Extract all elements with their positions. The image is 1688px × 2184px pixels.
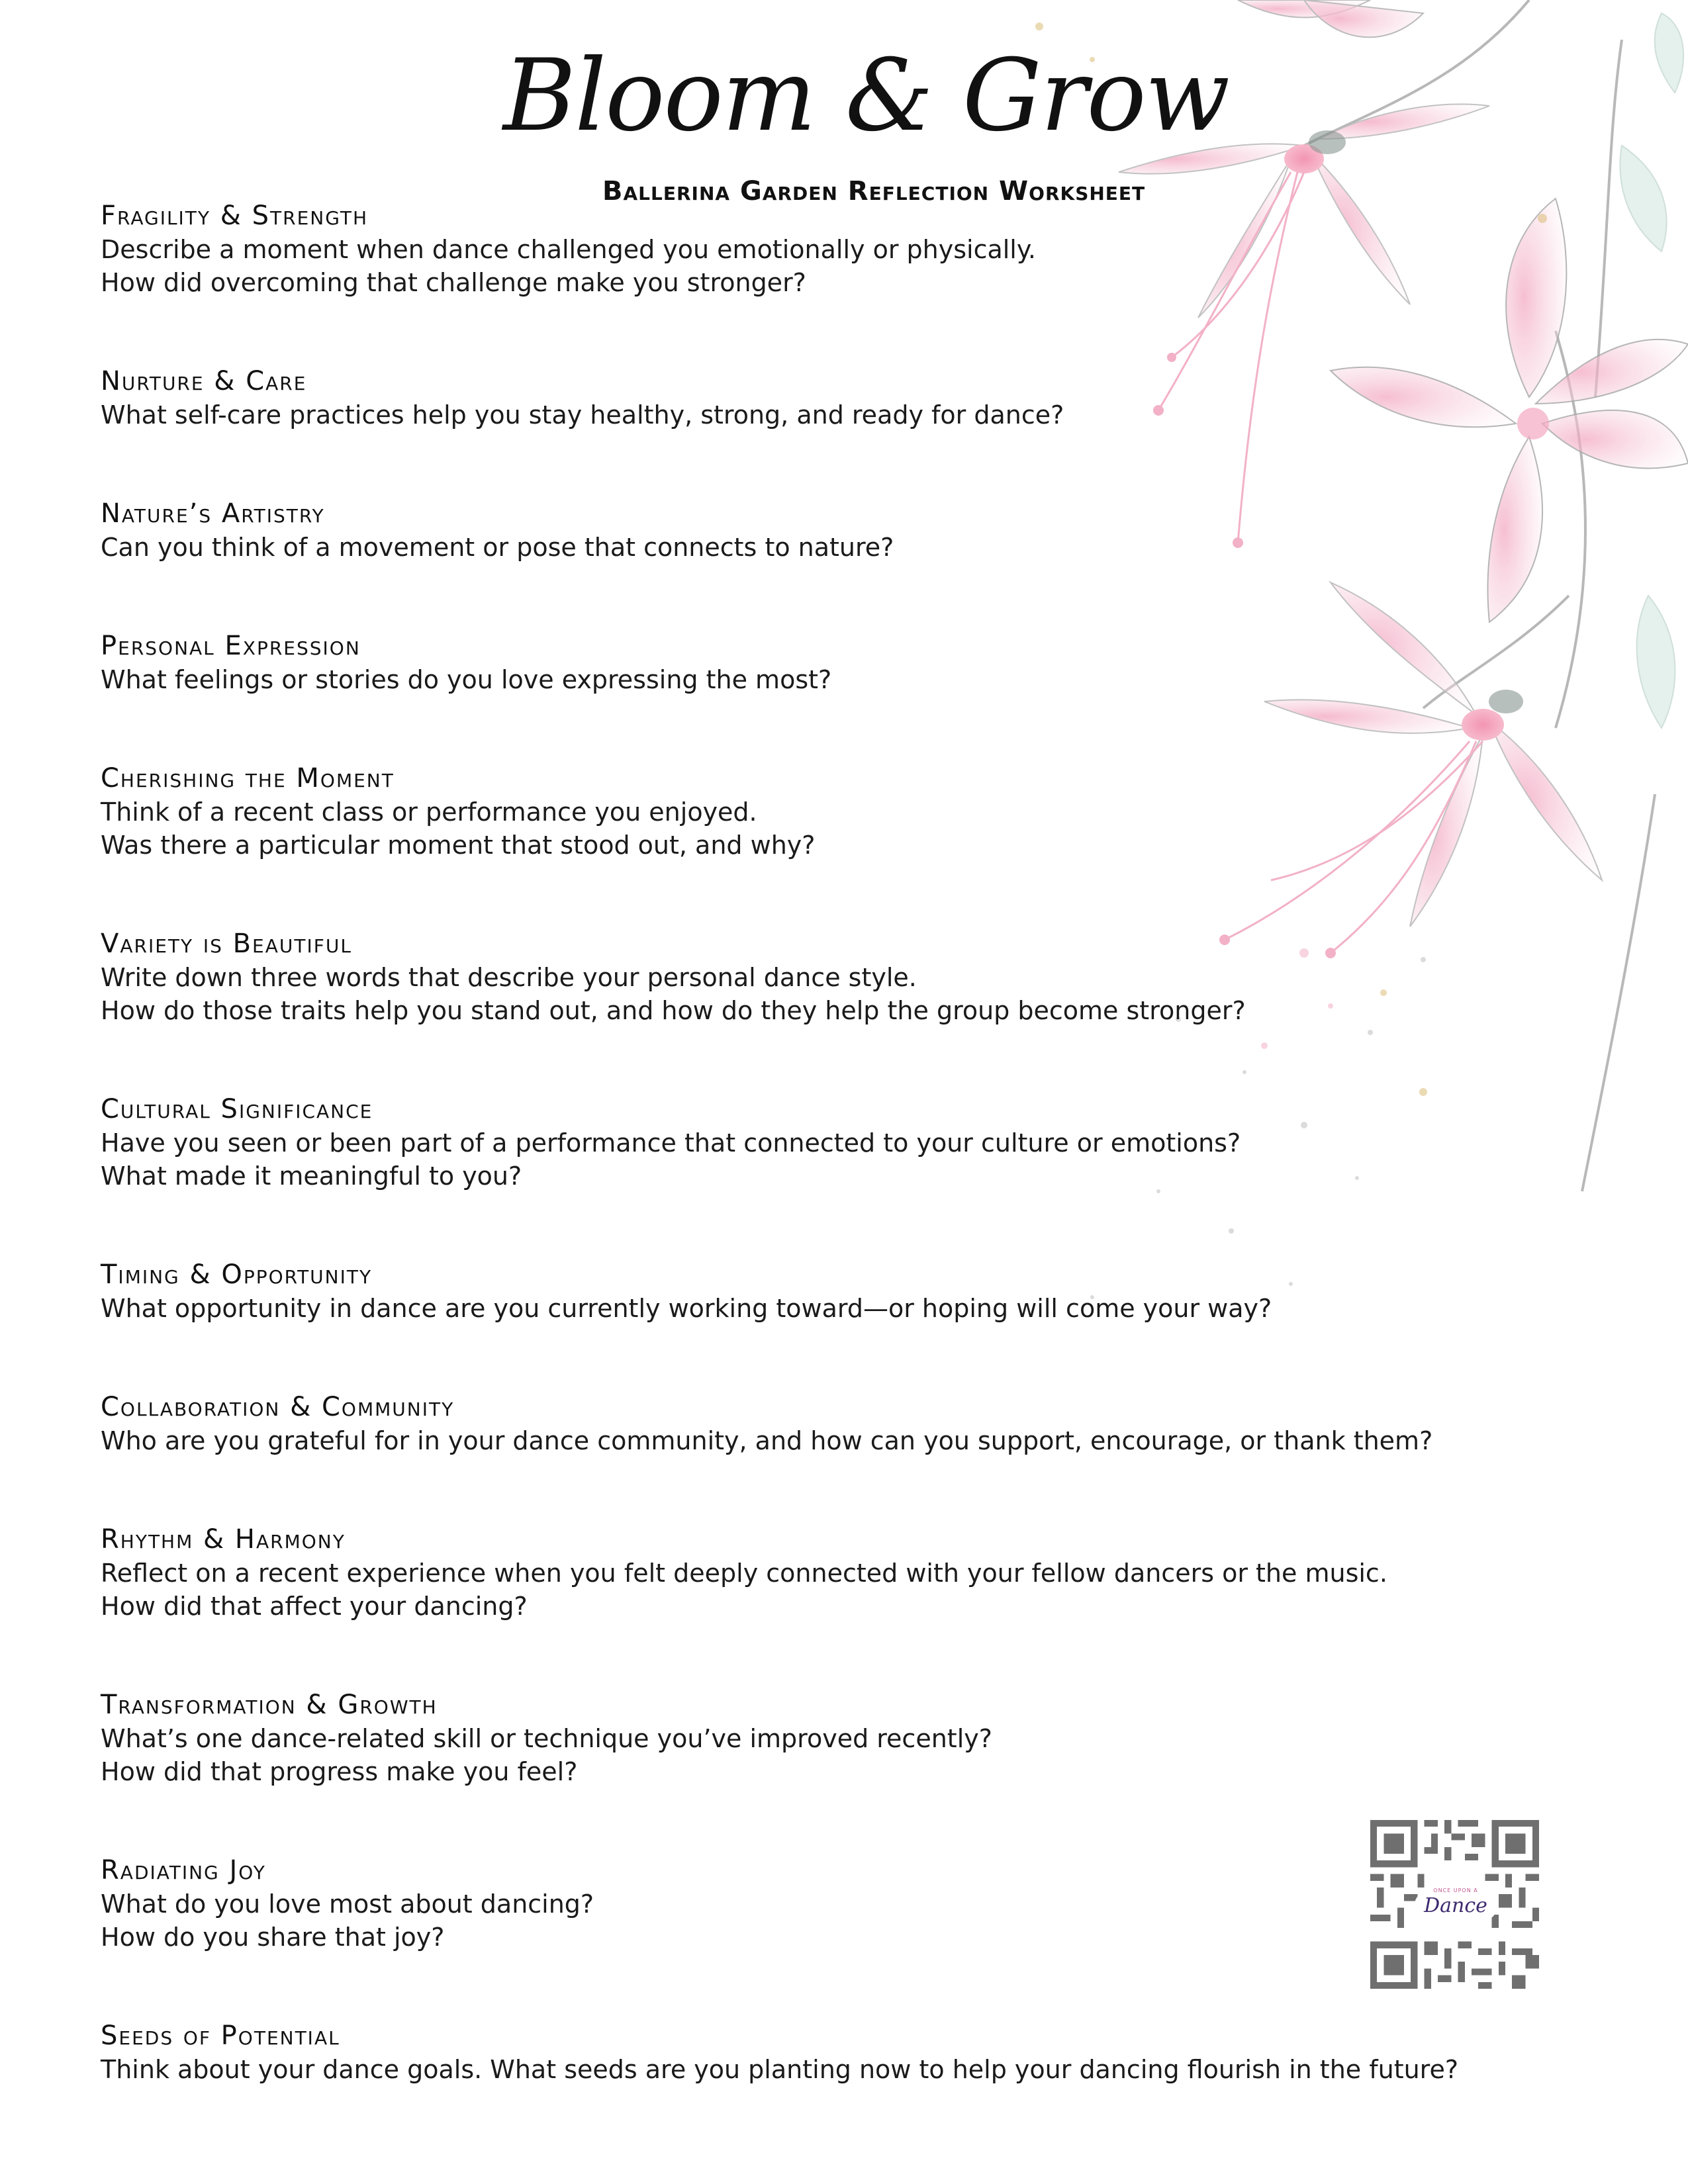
page-subtitle: Ballerina Garden Reflection Worksheet	[602, 176, 1146, 206]
section-cherishing-moment	[101, 761, 815, 862]
question-line: Think about your dance goals. What seeds are you planting now to help your dancing flourish in the future?	[101, 2055, 1459, 2084]
section-variety-beautiful	[101, 927, 1246, 1027]
section-natures-artistry	[101, 496, 894, 564]
question-line: Can you think of a movement or pose that connects to nature?	[101, 533, 894, 562]
section-heading: Nature’s Artistry	[101, 498, 325, 529]
section-heading: Cultural Significance	[101, 1094, 373, 1124]
section-nurture-care	[101, 364, 1064, 432]
section-heading: Variety is Beautiful	[101, 929, 352, 959]
section-heading: Personal Expression	[101, 631, 361, 661]
section-personal-expression	[101, 629, 831, 696]
section-heading: Cherishing the Moment	[101, 763, 395, 794]
question-line: What self-care practices help you stay healthy, strong, and ready for dance?	[101, 400, 1064, 430]
section-heading: Transformation & Growth	[101, 1690, 438, 1720]
question-line: Think of a recent class or performance you enjoyed.	[101, 797, 757, 827]
question-line: How did that affect your dancing?	[101, 1592, 528, 1621]
section-cultural-significance	[101, 1092, 1241, 1193]
question-line: Reflect on a recent experience when you felt deeply connected with your fellow dancers or the music.	[101, 1559, 1387, 1588]
question-line: Have you seen or been part of a performance that connected to your culture or emotions?	[101, 1128, 1241, 1158]
qr-logo: Dance	[1415, 1891, 1497, 1921]
section-heading: Nurture & Care	[101, 366, 307, 396]
question-line: What’s one dance-related skill or technique you’ve improved recently?	[101, 1724, 992, 1753]
section-transformation-growth	[101, 1688, 992, 1788]
question-line: Who are you grateful for in your dance community, and how can you support, encourage, or thank them?	[101, 1426, 1433, 1455]
question-line: How did overcoming that challenge make you stronger?	[101, 268, 806, 297]
section-collaboration-community	[101, 1390, 1432, 1457]
section-heading: Collaboration & Community	[101, 1392, 455, 1422]
section-heading: Radiating Joy	[101, 1855, 266, 1886]
question-line: What made it meaningful to you?	[101, 1161, 522, 1191]
question-line: Was there a particular moment that stood out, and why?	[101, 831, 816, 860]
section-fragility-strength	[101, 199, 1036, 299]
question-line: Describe a moment when dance challenged you emotionally or physically.	[101, 235, 1037, 264]
section-timing-opportunity	[101, 1257, 1272, 1325]
question-line: What feelings or stories do you love expressing the most?	[101, 665, 832, 694]
section-radiating-joy	[101, 1853, 594, 1954]
question-line: What do you love most about dancing?	[101, 1889, 594, 1919]
section-seeds-potential	[101, 2019, 1458, 2086]
question-line: What opportunity in dance are you currently working toward—or hoping will come your way?	[101, 1294, 1272, 1323]
question-line: How do you share that joy?	[101, 1923, 445, 1952]
section-heading: Seeds of Potential	[101, 2021, 340, 2051]
qr-logo-small: ONCE UPON A	[1433, 1888, 1478, 1893]
section-heading: Fragility & Strength	[101, 201, 369, 231]
question-line: Write down three words that describe your personal dance style.	[101, 963, 917, 992]
section-heading: Rhythm & Harmony	[101, 1524, 346, 1555]
question-line: How do those traits help you stand out, and how do they help the group become stronger?	[101, 996, 1246, 1025]
section-heading: Timing & Opportunity	[101, 1259, 373, 1290]
page-title: Bloom & Grow	[503, 38, 1229, 154]
question-line: How did that progress make you feel?	[101, 1757, 578, 1786]
section-rhythm-harmony	[101, 1522, 1387, 1623]
